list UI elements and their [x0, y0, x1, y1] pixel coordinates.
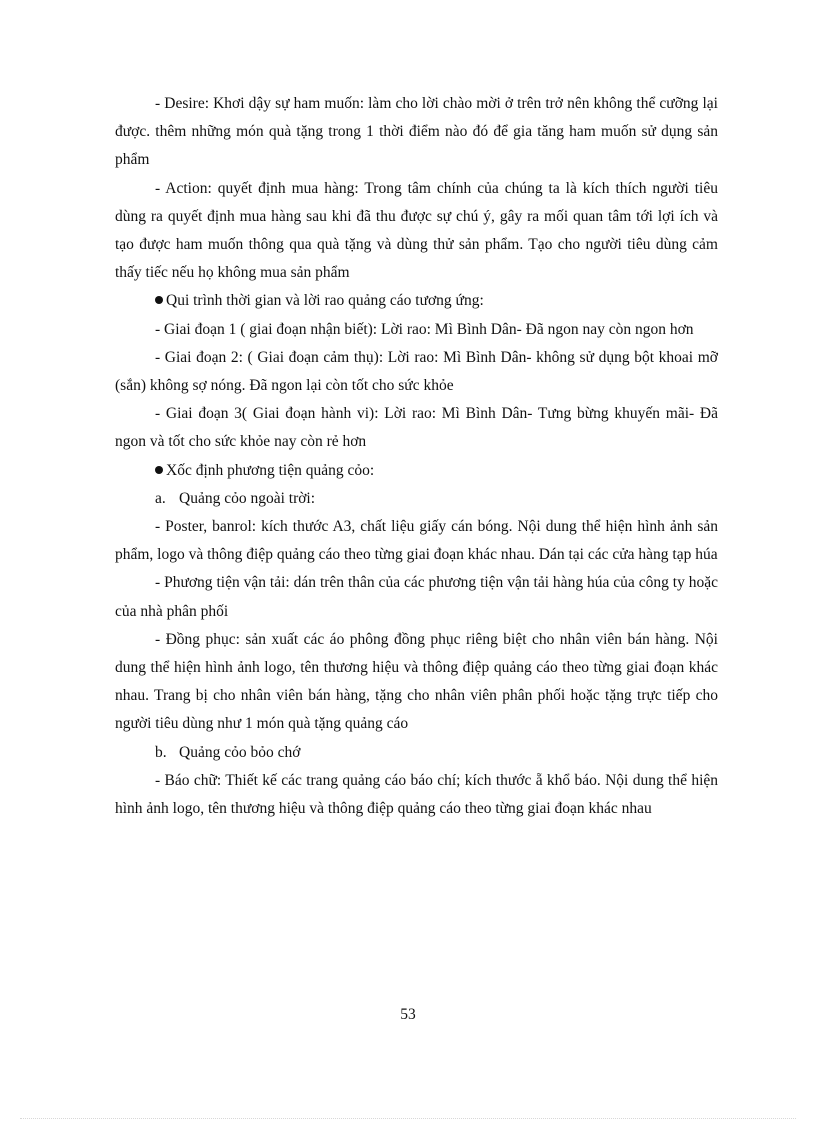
paragraph-newspaper: - Báo chữ: Thiết kế các trang quảng cáo báo chí; kích thước ẵ khổ báo. Nội dung thể hiện hình ảnh logo, tên thương hiệu và thông điệp quảng cáo theo từng giai đoạn khác nhau	[115, 771, 718, 818]
bullet-media-text: Xốc định phương tiện quảng cỏo:	[166, 461, 375, 479]
bullet-process	[115, 287, 718, 315]
paragraph-stage-3: - Giai đoạn 3( Giai đoạn hành vi): Lời rao: Mì Bình Dân- Tưng bừng khuyến mãi- Đã ngon và tốt cho sức khỏe nay còn rẻ hơn	[115, 405, 718, 451]
paragraph-stage-2: - Giai đoạn 2: ( Giai đoạn cảm thụ): Lời rao: Mì Bình Dân- không sử dụng bột khoai mỡ (sắn) không sợ nóng. Đã ngon lại còn tốt cho sức khỏe	[115, 348, 718, 395]
page-number: 53	[400, 1006, 416, 1023]
bullet-process-text: Qui trình thời gian và lời rao quảng cáo tương ứng:	[166, 292, 484, 310]
paragraph-uniform: - Đồng phục: sản xuất các áo phông đồng phục riêng biệt cho nhân viên bán hàng. Nội dung thể hiện hình ảnh logo, tên thương hiệu và thông điệp quảng cáo theo từng giai đoạn khác nhau. Trang bị cho nhân viên bán hàng, tặng cho nhân viên phân phối hoặc tặng trực tiếp cho người tiêu dùng như 1 món quà tặng quảng cáo	[115, 630, 718, 733]
paragraph-stage-1: - Giai đoạn 1 ( giai đoạn nhận biết): Lời rao: Mì Bình Dân- Đã ngon nay còn ngon hơn	[155, 320, 694, 338]
subheading-a-text: Quảng cỏo ngoài trời:	[179, 489, 316, 507]
paragraph-desire: - Desire: Khơi dậy sự ham muốn: làm cho lời chào mời ở trên trở nên không thể cưỡng lại được. thêm những món quà tặng trong 1 thời điểm nào đó để gia tăng ham muốn sử dụng sản phẩm	[115, 95, 718, 169]
paragraph-action: - Action: quyết định mua hàng: Trong tâm chính của chúng ta là kích thích người tiêu dùng ra quyết định mua hàng sau khi đã thu được sự chú ý, gây ra mối quan tâm tới lợi ích và tạo được ham muốn thông qua quà tặng và dùng thử sản phẩm. Tạo cho người tiêu dùng cảm thấy tiếc nếu họ không mua sản phẩm	[115, 179, 718, 282]
subheading-b	[115, 739, 718, 767]
bottom-divider	[20, 1118, 796, 1119]
subheading-b-marker: b.	[155, 743, 167, 761]
subheading-b-text: Quảng cỏo bỏo chớ	[179, 743, 301, 761]
paragraph-poster: - Poster, banrol: kích thước A3, chất liệu giấy cán bóng. Nội dung thể hiện hình ảnh sản phẩm, logo và thông điệp quảng cáo theo từng giai đoạn khác nhau. Dán tại các cửa hàng tạp húa	[115, 518, 718, 564]
bullet-media	[115, 457, 718, 485]
document-body	[115, 90, 718, 823]
bullet-dot-icon	[155, 466, 163, 474]
paragraph-transport: - Phương tiện vận tải: dán trên thân của các phương tiện vận tải hàng húa của công ty hoặc của nhà phân phối	[115, 574, 718, 620]
bullet-dot-icon	[155, 296, 163, 304]
subheading-a	[115, 485, 718, 513]
subheading-a-marker: a.	[155, 489, 166, 507]
